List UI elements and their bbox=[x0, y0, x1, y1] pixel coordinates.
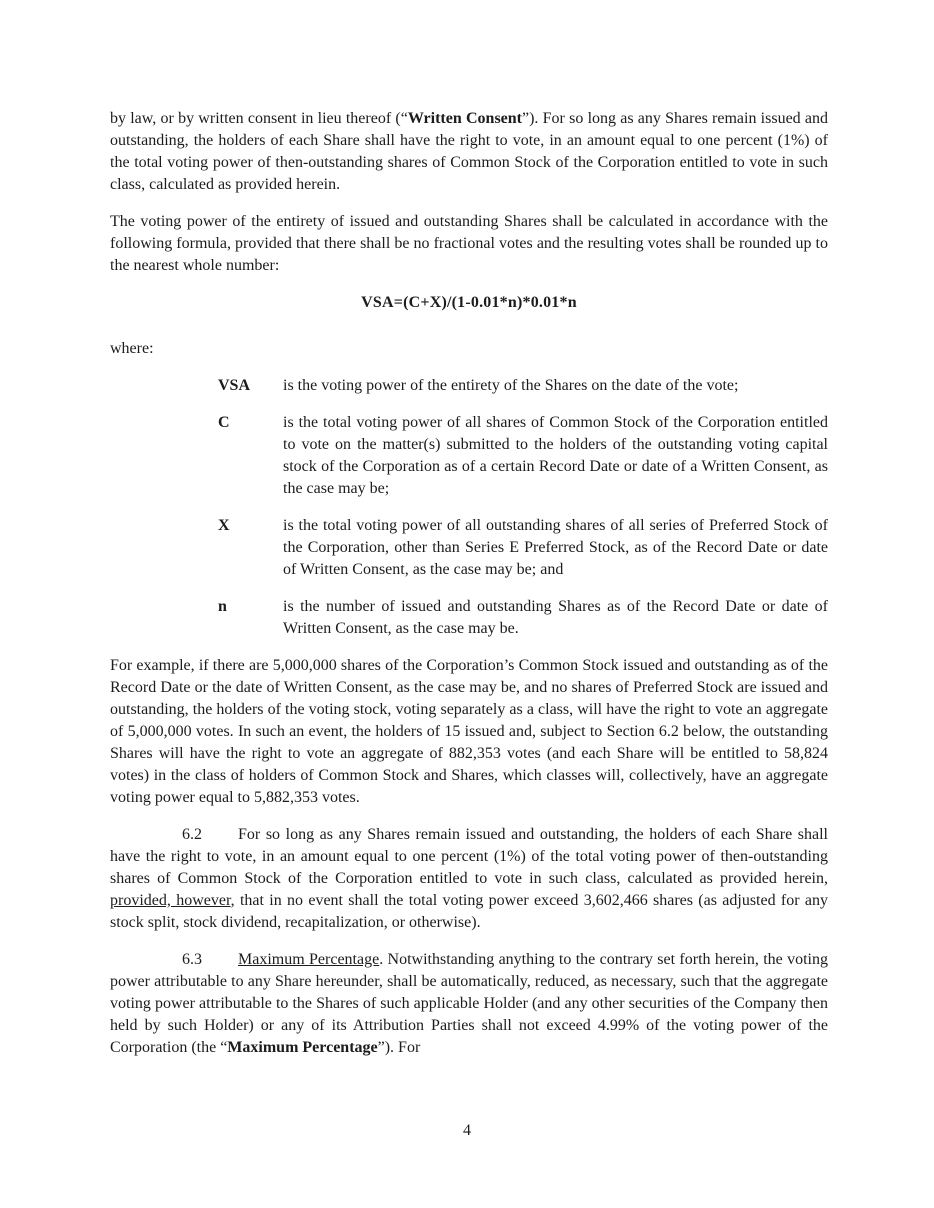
paragraph-formula-intro: The voting power of the entirety of issued and outstanding Shares shall be calculated in accordance with the following formula, provided that there shall be no fractional votes and the resulting votes shall be rounded up to the nearest whole number: bbox=[110, 213, 828, 274]
definition-text: is the voting power of the entirety of the Shares on the date of the vote; bbox=[283, 377, 739, 394]
text-run-underline: provided, however bbox=[110, 892, 231, 909]
section-6-2 bbox=[110, 824, 828, 934]
text-run-bold: Written Consent bbox=[407, 110, 522, 127]
text-run: ”). For so long as any Shares remain issued and outstanding, the holders of each Share shall have the right to vote, in an amount equal to one percent (1%) of the total voting power of then-outstanding shares of Common Stock of the Corporation entitled to vote in such class, calculated as provided herein. bbox=[110, 110, 829, 193]
definition-row-c bbox=[110, 412, 828, 500]
definition-term: C bbox=[218, 414, 230, 431]
definition-row-x bbox=[110, 515, 828, 581]
text-run: For so long as any Shares remain issued and outstanding, the holders of each Share shall have the right to vote, in an amount equal to one percent (1%) of the total voting power of then-outstanding shares of Common Stock of the Corporation entitled to vote in such class, calculated as provided herein, bbox=[110, 826, 828, 887]
definition-row-vsa bbox=[110, 375, 828, 397]
document-content bbox=[110, 108, 828, 1074]
definition-row-n bbox=[110, 596, 828, 640]
definitions-list bbox=[110, 375, 828, 640]
definition-text: is the number of issued and outstanding Shares as of the Record Date or date of Written Consent, as the case may be. bbox=[283, 598, 828, 637]
definition-term: VSA bbox=[218, 377, 251, 394]
definition-text: is the total voting power of all shares of Common Stock of the Corporation entitled to vote on the matter(s) submitted to the holders of the outstanding voting capital stock of the Corporation as of a certain Record Date or date of a Written Consent, as the case may be; bbox=[283, 414, 828, 497]
text-run-bold: Maximum Percentage bbox=[227, 1039, 378, 1056]
text-run: , that in no event shall the total voting power exceed 3,602,466 shares (as adjusted for any stock split, stock dividend, recapitalization, or otherwise). bbox=[110, 892, 828, 931]
section-number: 6.2 bbox=[182, 826, 202, 843]
where-label: where: bbox=[110, 340, 154, 357]
text-run: . Notwithstanding anything to the contrary set forth herein, the voting power attributable to any Share hereunder, shall be automatically, reduced, as necessary, such that the aggregate voting power attributable to the Shares of such applicable Holder (and any other securities of the Company then held by such Holder) or any of its Attribution Parties shall not exceed 4.99% of the voting power of the Corporation (the “ bbox=[110, 951, 828, 1056]
paragraph-example: For example, if there are 5,000,000 shares of the Corporation’s Common Stock issued and outstanding as of the Record Date or the date of Written Consent, as the case may be, and no shares of Preferred Stock are issued and outstanding, the holders of the voting stock, voting separately as a class, will have the right to vote an aggregate of 5,000,000 votes. In such an event, the holders of 15 issued and, subject to Section 6.2 below, the outstanding Shares will have the right to vote an aggregate of 882,353 votes (and each Share will be entitled to 58,824 votes) in the class of holders of Common Stock and Shares, which classes will, collectively, have an aggregate voting power equal to 5,882,353 votes. bbox=[110, 657, 828, 806]
section-number: 6.3 bbox=[182, 951, 202, 968]
page-number: 4 bbox=[463, 1122, 471, 1139]
definition-text: is the total voting power of all outstanding shares of all series of Preferred Stock of the Corporation, other than Series E Preferred Stock, as of the Record Date or date of Written Consent, as the case may be; and bbox=[283, 517, 828, 578]
text-run: ”). For bbox=[377, 1039, 421, 1056]
paragraph-written-consent bbox=[110, 108, 828, 196]
section-6-3 bbox=[110, 949, 828, 1059]
text-run-underline: Maximum Percentage bbox=[238, 951, 380, 968]
voting-formula: VSA=(C+X)/(1-0.01*n)*0.01*n bbox=[361, 294, 577, 311]
definition-term: n bbox=[218, 598, 227, 615]
definition-term: X bbox=[218, 517, 230, 534]
text-run: by law, or by written consent in lieu thereof (“ bbox=[110, 110, 408, 127]
